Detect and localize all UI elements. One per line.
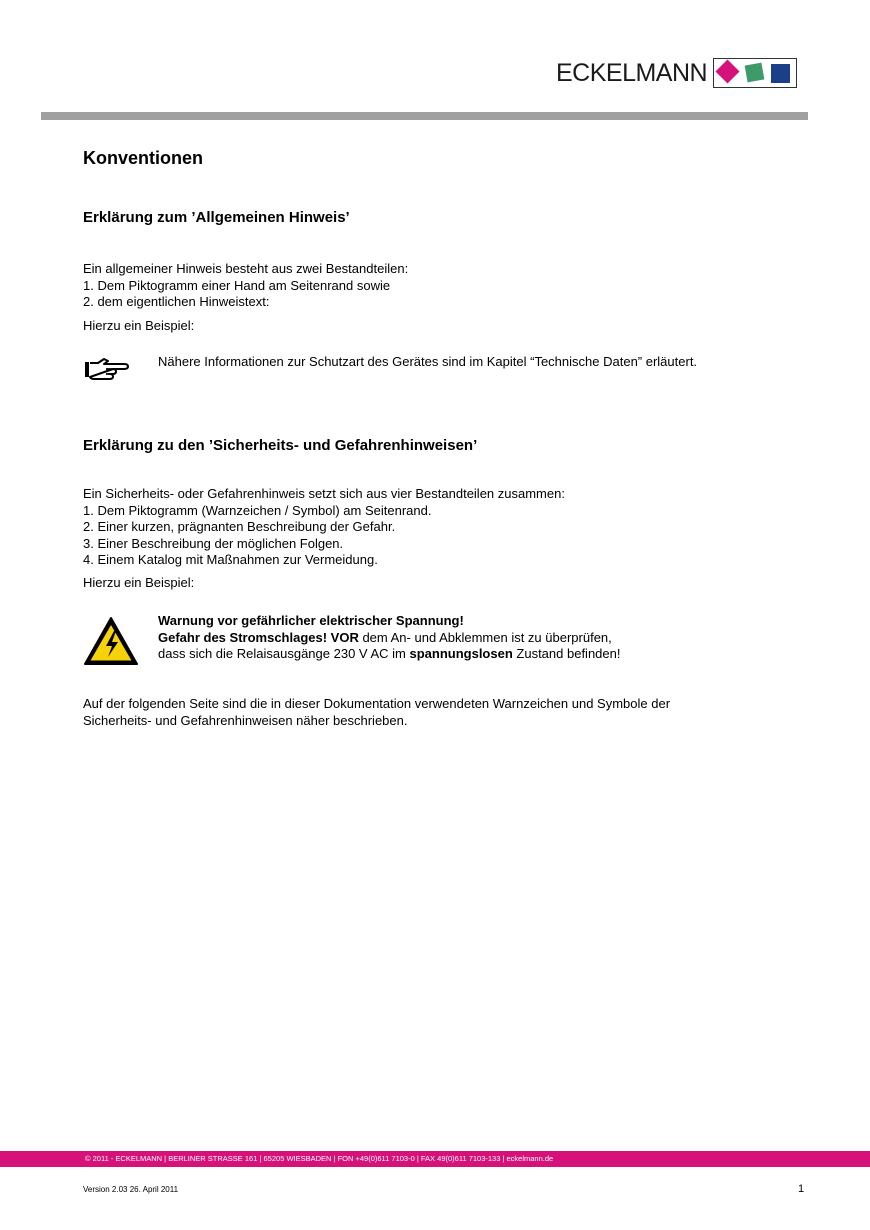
pointing-hand-icon: [84, 357, 130, 381]
closing-paragraph: [83, 696, 670, 729]
warning-text: Zustand befinden!: [512, 646, 621, 661]
text-line: Sicherheits- und Gefahrenhinweisen näher beschrieben.: [83, 712, 408, 728]
warning-text: dem An- und Abklemmen ist zu überprüfen,: [358, 629, 612, 645]
text-line: Ein Sicherheits- oder Gefahrenhinweis setzt sich aus vier Bestandteilen zusammen:: [83, 486, 565, 501]
example-label: Hierzu ein Beispiel:: [83, 318, 195, 333]
section-title-safety-notes: Erklärung zu den ’Sicherheits- und Gefahrenhinweisen’: [83, 437, 478, 454]
text-line: 1. Dem Piktogramm einer Hand am Seitenrand sowie: [83, 277, 391, 293]
example-hint-text: Nähere Informationen zur Schutzart des Gerätes sind im Kapitel “Technische Daten” erläutert.: [158, 354, 698, 369]
warning-text-block: [158, 613, 620, 663]
version-info: Version 2.03 26. April 2011: [83, 1185, 179, 1194]
text-line: Ein allgemeiner Hinweis besteht aus zwei Bestandteilen:: [83, 261, 409, 276]
general-note-description: [83, 261, 408, 311]
logo-text: ECKELMANN: [556, 58, 708, 87]
section-title-general-note: Erklärung zum ’Allgemeinen Hinweis’: [83, 209, 350, 226]
warning-headline: Warnung vor gefährlicher elektrischer Spannung!: [158, 613, 464, 628]
company-logo: [556, 58, 797, 88]
text-line: 2. dem eigentlichen Hinweistext:: [83, 294, 270, 309]
example-label: Hierzu ein Beispiel:: [83, 575, 195, 590]
safety-notes-description: [83, 486, 565, 569]
text-line: 2. Einer kurzen, prägnanten Beschreibung der Gefahr.: [83, 519, 396, 534]
footer-copyright: © 2011 - ECKELMANN | BERLINER STRASSE 161 | 65205 WIESBADEN | FON +49(0)611 7103-0 | FAX 49(0)611 7103-133 | eckelmann.de: [85, 1154, 554, 1163]
page-number: 1: [798, 1183, 805, 1195]
logo-squares-icon: [713, 58, 797, 88]
text-line: 1. Dem Piktogramm (Warnzeichen / Symbol) am Seitenrand.: [83, 502, 432, 518]
page-title: Konventionen: [83, 148, 203, 168]
text-line: 4. Einem Katalog mit Maßnahmen zur Vermeidung.: [83, 552, 378, 567]
high-voltage-warning-icon: [83, 616, 139, 666]
header-divider: [41, 112, 808, 120]
warning-emphasis: spannungslosen: [409, 646, 513, 661]
warning-text: dass sich die Relaisausgänge 230 V AC im: [158, 646, 410, 661]
warning-danger-label: Gefahr des Stromschlages! VOR: [158, 629, 359, 645]
text-line: 3. Einer Beschreibung der möglichen Folgen.: [83, 535, 344, 551]
text-line: Auf der folgenden Seite sind die in dieser Dokumentation verwendeten Warnzeichen und Symbole der: [83, 696, 671, 711]
